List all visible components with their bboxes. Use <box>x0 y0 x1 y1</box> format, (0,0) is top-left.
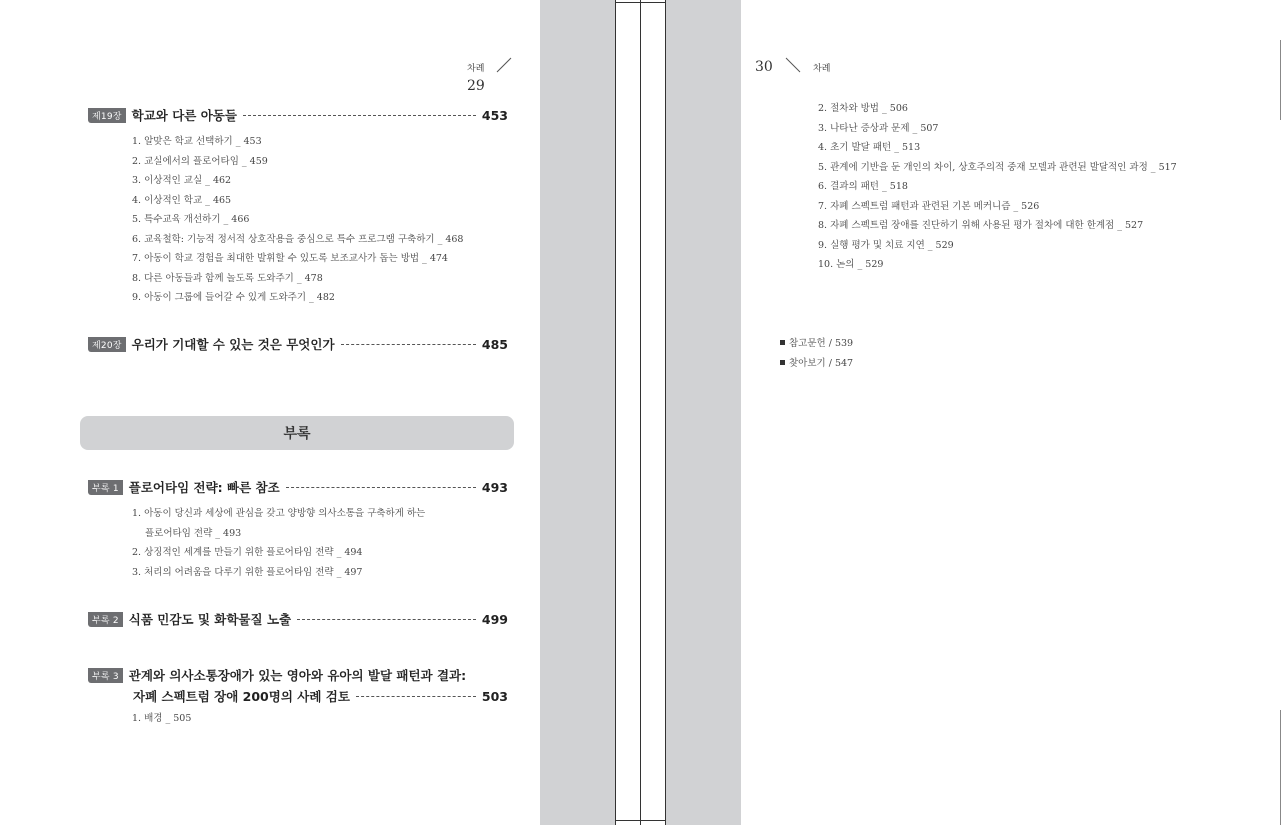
toc-section-item[interactable]: 8. 자폐 스펙트럼 장애를 진단하기 위해 사용된 평가 절차에 대한 한계점 _ 527 <box>818 220 1144 231</box>
toc-section-item[interactable]: 1. 알맞은 학교 선택하기 _ 453 <box>132 136 262 147</box>
toc-appendix-3[interactable] <box>88 666 508 705</box>
toc-section-item[interactable]: 1. 배경 _ 505 <box>132 713 192 724</box>
appendix-title: 플로어타임 전략: 빠른 참조 <box>128 480 280 495</box>
appendix-heading-label: 부록 <box>283 426 311 442</box>
chapter-page-number: 453 <box>481 108 508 123</box>
toc-section-item-continued[interactable]: 플로어타임 전략 _ 493 <box>145 527 242 539</box>
backslash-divider-icon <box>784 57 802 73</box>
chapter-badge: 제20장 <box>88 337 126 352</box>
index-item[interactable] <box>780 354 853 374</box>
appendix-page-number: 493 <box>481 480 508 495</box>
toc-section-item[interactable]: 2. 상징적인 세계를 만들기 위한 플로어타임 전략 _ 494 <box>132 547 363 558</box>
book-spine <box>615 0 666 825</box>
spine-line <box>640 0 641 825</box>
toc-section-item[interactable]: 4. 초기 발달 패턴 _ 513 <box>818 142 921 153</box>
toc-section-item[interactable]: 3. 처리의 어려움을 다루기 위한 플로어타임 전략 _ 497 <box>132 566 363 578</box>
running-head-label: 차례 <box>813 64 831 74</box>
toc-section-item[interactable]: 1. 아동이 당신과 세상에 관심을 갖고 양방향 의사소통을 구축하게 하는 <box>132 508 426 519</box>
toc-section-item[interactable]: 5. 특수교육 개선하기 _ 466 <box>132 214 250 225</box>
dot-leader <box>243 115 476 116</box>
spine-rule <box>615 820 666 821</box>
toc-section-list-app3 <box>132 709 191 729</box>
appendix-title-line-1: 관계와 의사소통장애가 있는 영아와 유아의 발달 패턴과 결과: <box>128 668 467 683</box>
toc-section-item[interactable]: 2. 절차와 방법 _ 506 <box>818 103 908 114</box>
toc-section-list-ch19 <box>132 132 463 308</box>
slash-divider-icon <box>495 57 513 73</box>
chapter-title: 학교와 다른 아동들 <box>131 108 237 123</box>
page-number: 30 <box>755 59 773 75</box>
appendix-heading <box>80 416 514 450</box>
toc-section-item[interactable]: 3. 이상적인 교실 _ 462 <box>132 175 232 186</box>
dot-leader <box>356 696 476 697</box>
left-page <box>0 0 540 825</box>
chapter-badge: 제19장 <box>88 108 126 123</box>
dot-leader <box>286 487 476 488</box>
toc-section-item[interactable]: 7. 아동이 학교 경험을 최대한 발휘할 수 있도록 보조교사가 돕는 방법 _ 474 <box>132 253 448 264</box>
appendix-badge: 부록 2 <box>88 612 123 627</box>
toc-appendix-2[interactable] <box>88 610 508 628</box>
dot-leader <box>297 619 476 620</box>
chapter-page-number: 485 <box>481 337 508 352</box>
toc-section-list-app1 <box>132 504 425 582</box>
dot-leader <box>341 344 476 345</box>
references-item[interactable] <box>780 334 853 354</box>
toc-appendix-1[interactable] <box>88 478 508 496</box>
running-head-right <box>755 56 830 75</box>
chapter-title: 우리가 기대할 수 있는 것은 무엇인가 <box>131 337 335 352</box>
toc-section-item[interactable]: 6. 결과의 패턴 _ 518 <box>818 181 908 192</box>
toc-section-item[interactable]: 5. 관계에 기반을 둔 개인의 차이, 상호주의적 중재 모델과 관련된 발달적인 과정 _ 517 <box>818 161 1177 173</box>
gutter-right <box>666 0 741 825</box>
toc-chapter-20[interactable] <box>88 335 508 353</box>
toc-section-item[interactable]: 10. 논의 _ 529 <box>818 259 884 270</box>
toc-chapter-19[interactable] <box>88 106 508 124</box>
appendix-title: 식품 민감도 및 화학물질 노출 <box>128 612 292 627</box>
spine-rule <box>615 2 666 3</box>
appendix-page-number: 503 <box>481 689 508 704</box>
toc-section-item[interactable]: 6. 교육철학: 기능적 정서적 상호작용을 중심으로 특수 프로그램 구축하기 _ 468 <box>132 233 464 245</box>
gutter-left <box>540 0 615 825</box>
appendix-badge: 부록 1 <box>88 480 123 495</box>
appendix-badge: 부록 3 <box>88 668 123 683</box>
running-head-left <box>467 56 540 94</box>
references-label: 참고문헌 / 539 <box>789 338 854 349</box>
page-number: 29 <box>467 78 485 94</box>
index-label: 찾아보기 / 547 <box>789 357 854 369</box>
appendix-title-line-2: 자폐 스펙트럼 장애 200명의 사례 검토 <box>133 689 350 704</box>
toc-section-item[interactable]: 2. 교실에서의 플로어타임 _ 459 <box>132 155 268 167</box>
toc-section-list-app3-continued <box>818 99 1177 275</box>
toc-section-item[interactable]: 3. 나타난 증상과 문제 _ 507 <box>818 122 939 134</box>
square-bullet-icon <box>780 360 785 365</box>
toc-section-item[interactable]: 4. 이상적인 학교 _ 465 <box>132 194 232 206</box>
toc-section-item[interactable]: 9. 아동이 그룹에 들어갈 수 있게 도와주기 _ 482 <box>132 292 335 303</box>
running-head-label: 차례 <box>467 64 485 74</box>
toc-section-item[interactable]: 9. 실행 평가 및 치료 지연 _ 529 <box>818 239 954 251</box>
square-bullet-icon <box>780 340 785 345</box>
toc-section-item[interactable]: 7. 자폐 스펙트럼 패턴과 관련된 기본 메커니즘 _ 526 <box>818 200 1040 212</box>
appendix-page-number: 499 <box>481 612 508 627</box>
references-list <box>780 334 853 373</box>
toc-section-item[interactable]: 8. 다른 아동들과 함께 놀도록 도와주기 _ 478 <box>132 272 323 284</box>
spine-line <box>615 0 616 825</box>
